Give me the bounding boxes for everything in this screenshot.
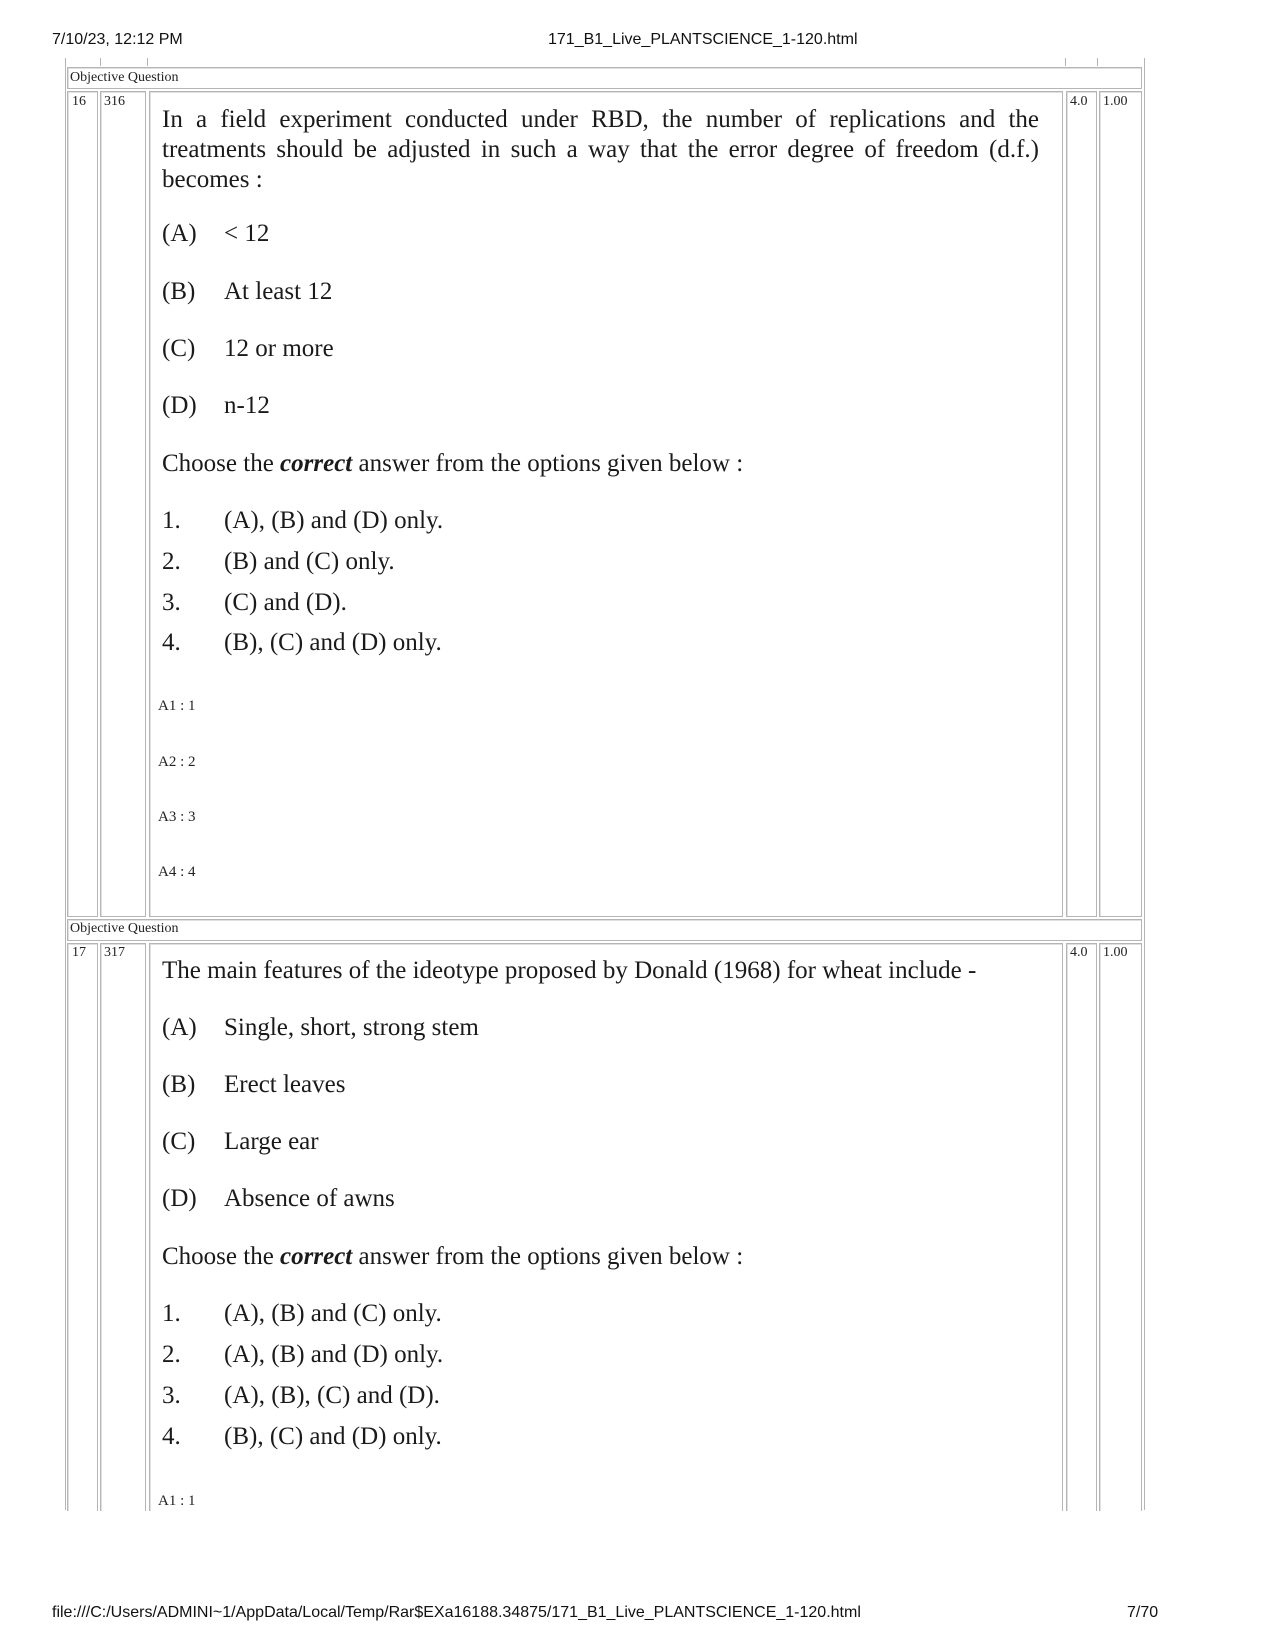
option-label: (A) [162,220,197,247]
page-break-mask [0,1511,1275,1651]
prev-row-stub [1097,58,1098,66]
section-label: Objective Question [70,921,179,936]
choice-number: 3. [162,1382,181,1409]
choice-text: (A), (B) and (D) only. [224,507,444,534]
choice-3 [162,588,347,618]
choice-number: 4. [162,629,181,656]
choice-1 [162,1299,442,1329]
answer-key: A3 : 3 [158,809,196,825]
choice-number: 1. [162,507,181,534]
option-text: 12 or more [224,335,334,362]
option-text: Large ear [224,1128,319,1155]
table-border-left [65,58,66,1510]
choose-emphasis: correct [280,450,353,477]
question-id-cell [100,91,146,917]
choose-emphasis: correct [280,1243,353,1270]
option-text: Erect leaves [224,1071,346,1098]
choice-number: 4. [162,1423,181,1450]
marks-value: 4.0 [1070,94,1088,109]
question-body-cell [149,91,1063,917]
choice-number: 2. [162,1341,181,1368]
choose-pre: Choose the [162,1243,281,1270]
option-text: Absence of awns [224,1185,395,1212]
negative-marks-cell [1099,91,1142,917]
answer-key: A1 : 1 [158,698,196,714]
serial-number: 17 [72,945,86,960]
option-label: (A) [162,1014,197,1041]
option-d [162,391,270,421]
choice-text: (A), (B), (C) and (D). [224,1382,440,1409]
negative-marks-value: 1.00 [1103,945,1128,960]
answer-key: A2 : 2 [158,754,196,770]
option-label: (C) [162,1128,196,1155]
choice-4 [162,628,442,658]
option-text: n-12 [224,392,270,419]
option-c [162,334,334,364]
serial-number: 16 [72,94,86,109]
question-text: The main features of the ideotype proposed by Donald (1968) for wheat include - [162,957,977,984]
answer-key: A4 : 4 [158,864,196,880]
question-text: In a field experiment conducted under RBD, the number of replications and the treatments should be adjusted in such a way that the error degree of freedom (d.f.) becomes : [162,106,1039,193]
choose-instruction [162,449,743,479]
option-b [162,277,332,307]
serial-number-cell [67,91,98,917]
print-datetime: 7/10/23, 12:12 PM [52,31,183,48]
option-text: At least 12 [224,278,333,305]
negative-marks-cell [1099,943,1142,1523]
table-border-right [1144,58,1145,1510]
file-path: file:///C:/Users/ADMINI~1/AppData/Local/Temp/Rar$EXa16188.34875/171_B1_Live_PLANTSCIENCE_1-120.html [52,1604,861,1621]
choice-1 [162,506,443,536]
option-label: (D) [162,1185,197,1212]
option-label: (D) [162,392,197,419]
choose-pre: Choose the [162,450,281,477]
option-text: < 12 [224,220,270,247]
section-label-cell [67,67,1142,89]
choice-4 [162,1422,442,1452]
marks-value: 4.0 [1070,945,1088,960]
option-c [162,1127,319,1157]
option-b [162,1070,345,1100]
negative-marks-value: 1.00 [1103,94,1128,109]
option-d [162,1184,395,1214]
choice-3 [162,1381,440,1411]
prev-row-stub [1065,58,1066,66]
choose-post: answer from the options given below : [352,1243,744,1270]
prev-row-stub [100,58,101,66]
choice-number: 3. [162,589,181,616]
choice-text: (C) and (D). [224,589,347,616]
choice-text: (A), (B) and (C) only. [224,1300,442,1327]
document-title: 171_B1_Live_PLANTSCIENCE_1-120.html [548,31,858,48]
option-a [162,219,269,249]
choice-number: 2. [162,548,181,575]
option-a [162,1013,479,1043]
choice-2 [162,1340,443,1370]
section-label: Objective Question [70,70,179,85]
page-number: 7/70 [1127,1604,1159,1621]
prev-row-stub [147,58,148,66]
option-label: (C) [162,335,196,362]
section-label-cell [67,919,1142,941]
choice-text: (B), (C) and (D) only. [224,629,442,656]
marks-cell [1066,943,1097,1523]
choice-2 [162,547,395,577]
serial-number-cell [67,943,98,1523]
choose-post: answer from the options given below : [352,450,744,477]
choice-text: (B), (C) and (D) only. [224,1423,442,1450]
option-label: (B) [162,1071,196,1098]
marks-cell [1066,91,1097,917]
answer-key: A1 : 1 [158,1493,196,1509]
choice-number: 1. [162,1300,181,1327]
question-id-cell [100,943,146,1523]
option-label: (B) [162,278,196,305]
option-text: Single, short, strong stem [224,1014,479,1041]
question-id: 317 [104,945,125,960]
question-id: 316 [104,94,125,109]
choose-instruction [162,1242,743,1272]
choice-text: (B) and (C) only. [224,548,395,575]
choice-text: (A), (B) and (D) only. [224,1341,444,1368]
